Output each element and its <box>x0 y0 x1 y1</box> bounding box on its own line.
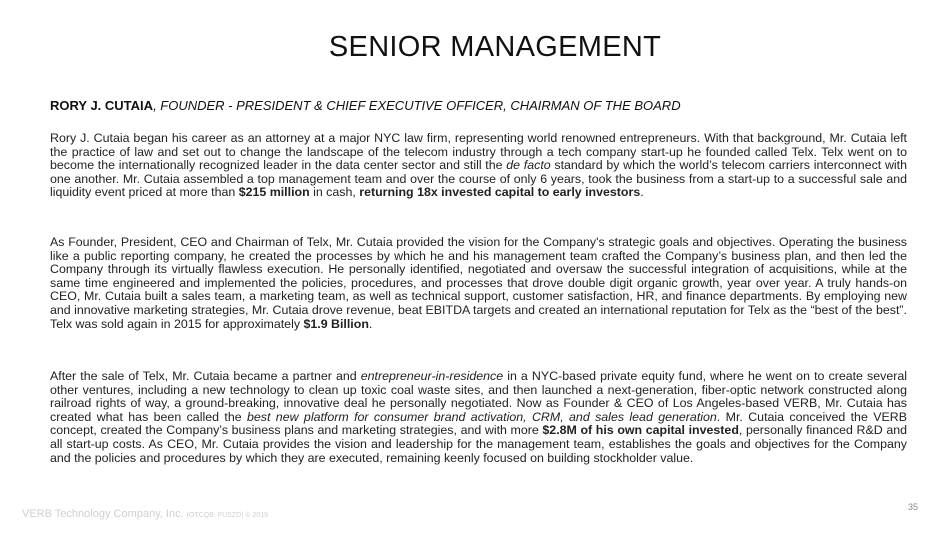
bio-paragraph-2 <box>50 236 907 331</box>
text-segment: in cash, <box>309 185 360 200</box>
footer-ticker: (OTCQB: FUSZD) © 2019 <box>186 512 269 519</box>
bold-segment: returning 18x invested capital to early investors <box>359 185 641 200</box>
text-segment: . Mr. Cutaia conceived the VERB concept, created the Company’s business plans and marketing strategies, and with more <box>50 409 907 438</box>
person-role: , FOUNDER - PRESIDENT & CHIEF EXECUTIVE OFFICER, CHAIRMAN OF THE BOARD <box>153 98 681 113</box>
bold-segment: $215 million <box>238 185 310 200</box>
text-segment: Rory J. Cutaia began his career as an attorney at a major NYC law firm, representing world renowned entrepreneurs. With that background, Mr. Cutaia left the practice of law and set out to change the landscape of the telecom industry through a tech company start-up he founded called Telx. Telx went on to become the internationally recognized leader in the data center sector and still the <box>50 131 907 173</box>
bold-segment: $2.8M of his own capital invested <box>542 423 739 438</box>
person-heading <box>50 98 920 113</box>
text-segment: . <box>368 316 373 331</box>
person-name: RORY J. CUTAIA <box>50 98 154 113</box>
text-segment: , personally financed R&D and all start-up costs. As CEO, Mr. Cutaia provides the vision and leadership for the management team, establishes the goals and objectives for the Company and the policies and procedures by which they are executed, remaining keenly focused on building stockholder value. <box>50 423 908 465</box>
italic-segment: de facto <box>506 158 551 173</box>
text-segment: As Founder, President, CEO and Chairman of Telx, Mr. Cutaia provided the vision for the Company's strategic goals and objectives. Operating the business like a public reporting company, he created the processes by which he and his management team crafted the Company’s business plan, and then led the Company through its virtually flawless execution. He personally identified, negotiated and oversaw the successful integration of acquisitions, while at the same time engineered and implemented the policies, procedures, and processes that drove double digit organic growth, year over year. A truly hands-on CEO, Mr. Cutaia built a sales team, a marketing team, as well as technical support, customer satisfaction, HR, and finance departments. By employing new and innovative marketing strategies, Mr. Cutaia drove revenue, beat EBITDA targets and created an international reputation for Telx as the “best of the best”. Telx was sold again in 2015 for approximately <box>50 235 907 331</box>
text-segment: . <box>640 185 644 200</box>
footer-company: VERB Technology Company, Inc. <box>22 508 184 520</box>
text-segment: standard by which the world’s telecom carriers interconnect with one another. Mr. Cutaia assembled a top management team and over the course of only 6 years, took the business from a start-up to a successful sale and liquidity event priced at more than <box>50 158 907 200</box>
bio-paragraph-3 <box>50 370 907 465</box>
footer <box>22 508 268 520</box>
bio-paragraph-1 <box>50 132 907 200</box>
italic-segment: best new platform for consumer brand activation, CRM, and sales lead generation <box>247 409 717 424</box>
text-segment: After the sale of Telx, Mr. Cutaia became a partner and <box>50 369 361 383</box>
italic-segment: entrepreneur-in-residence <box>360 369 504 383</box>
bold-segment: $1.9 Billion <box>303 316 369 331</box>
page-number: 35 <box>907 502 918 512</box>
page-title: SENIOR MANAGEMENT <box>328 31 662 63</box>
text-segment: in a NYC-based private equity fund, where he went on to create several other ventures, including a new technology to clean up toxic coal waste sites, and then launched a next-generation, fiber-optic network constructed along railroad rights of way, a ground-breaking, innovative deal he personally negotiated. Now as Founder & CEO of Los Angeles-based VERB, Mr. Cutaia has created what has been called the <box>50 369 907 424</box>
